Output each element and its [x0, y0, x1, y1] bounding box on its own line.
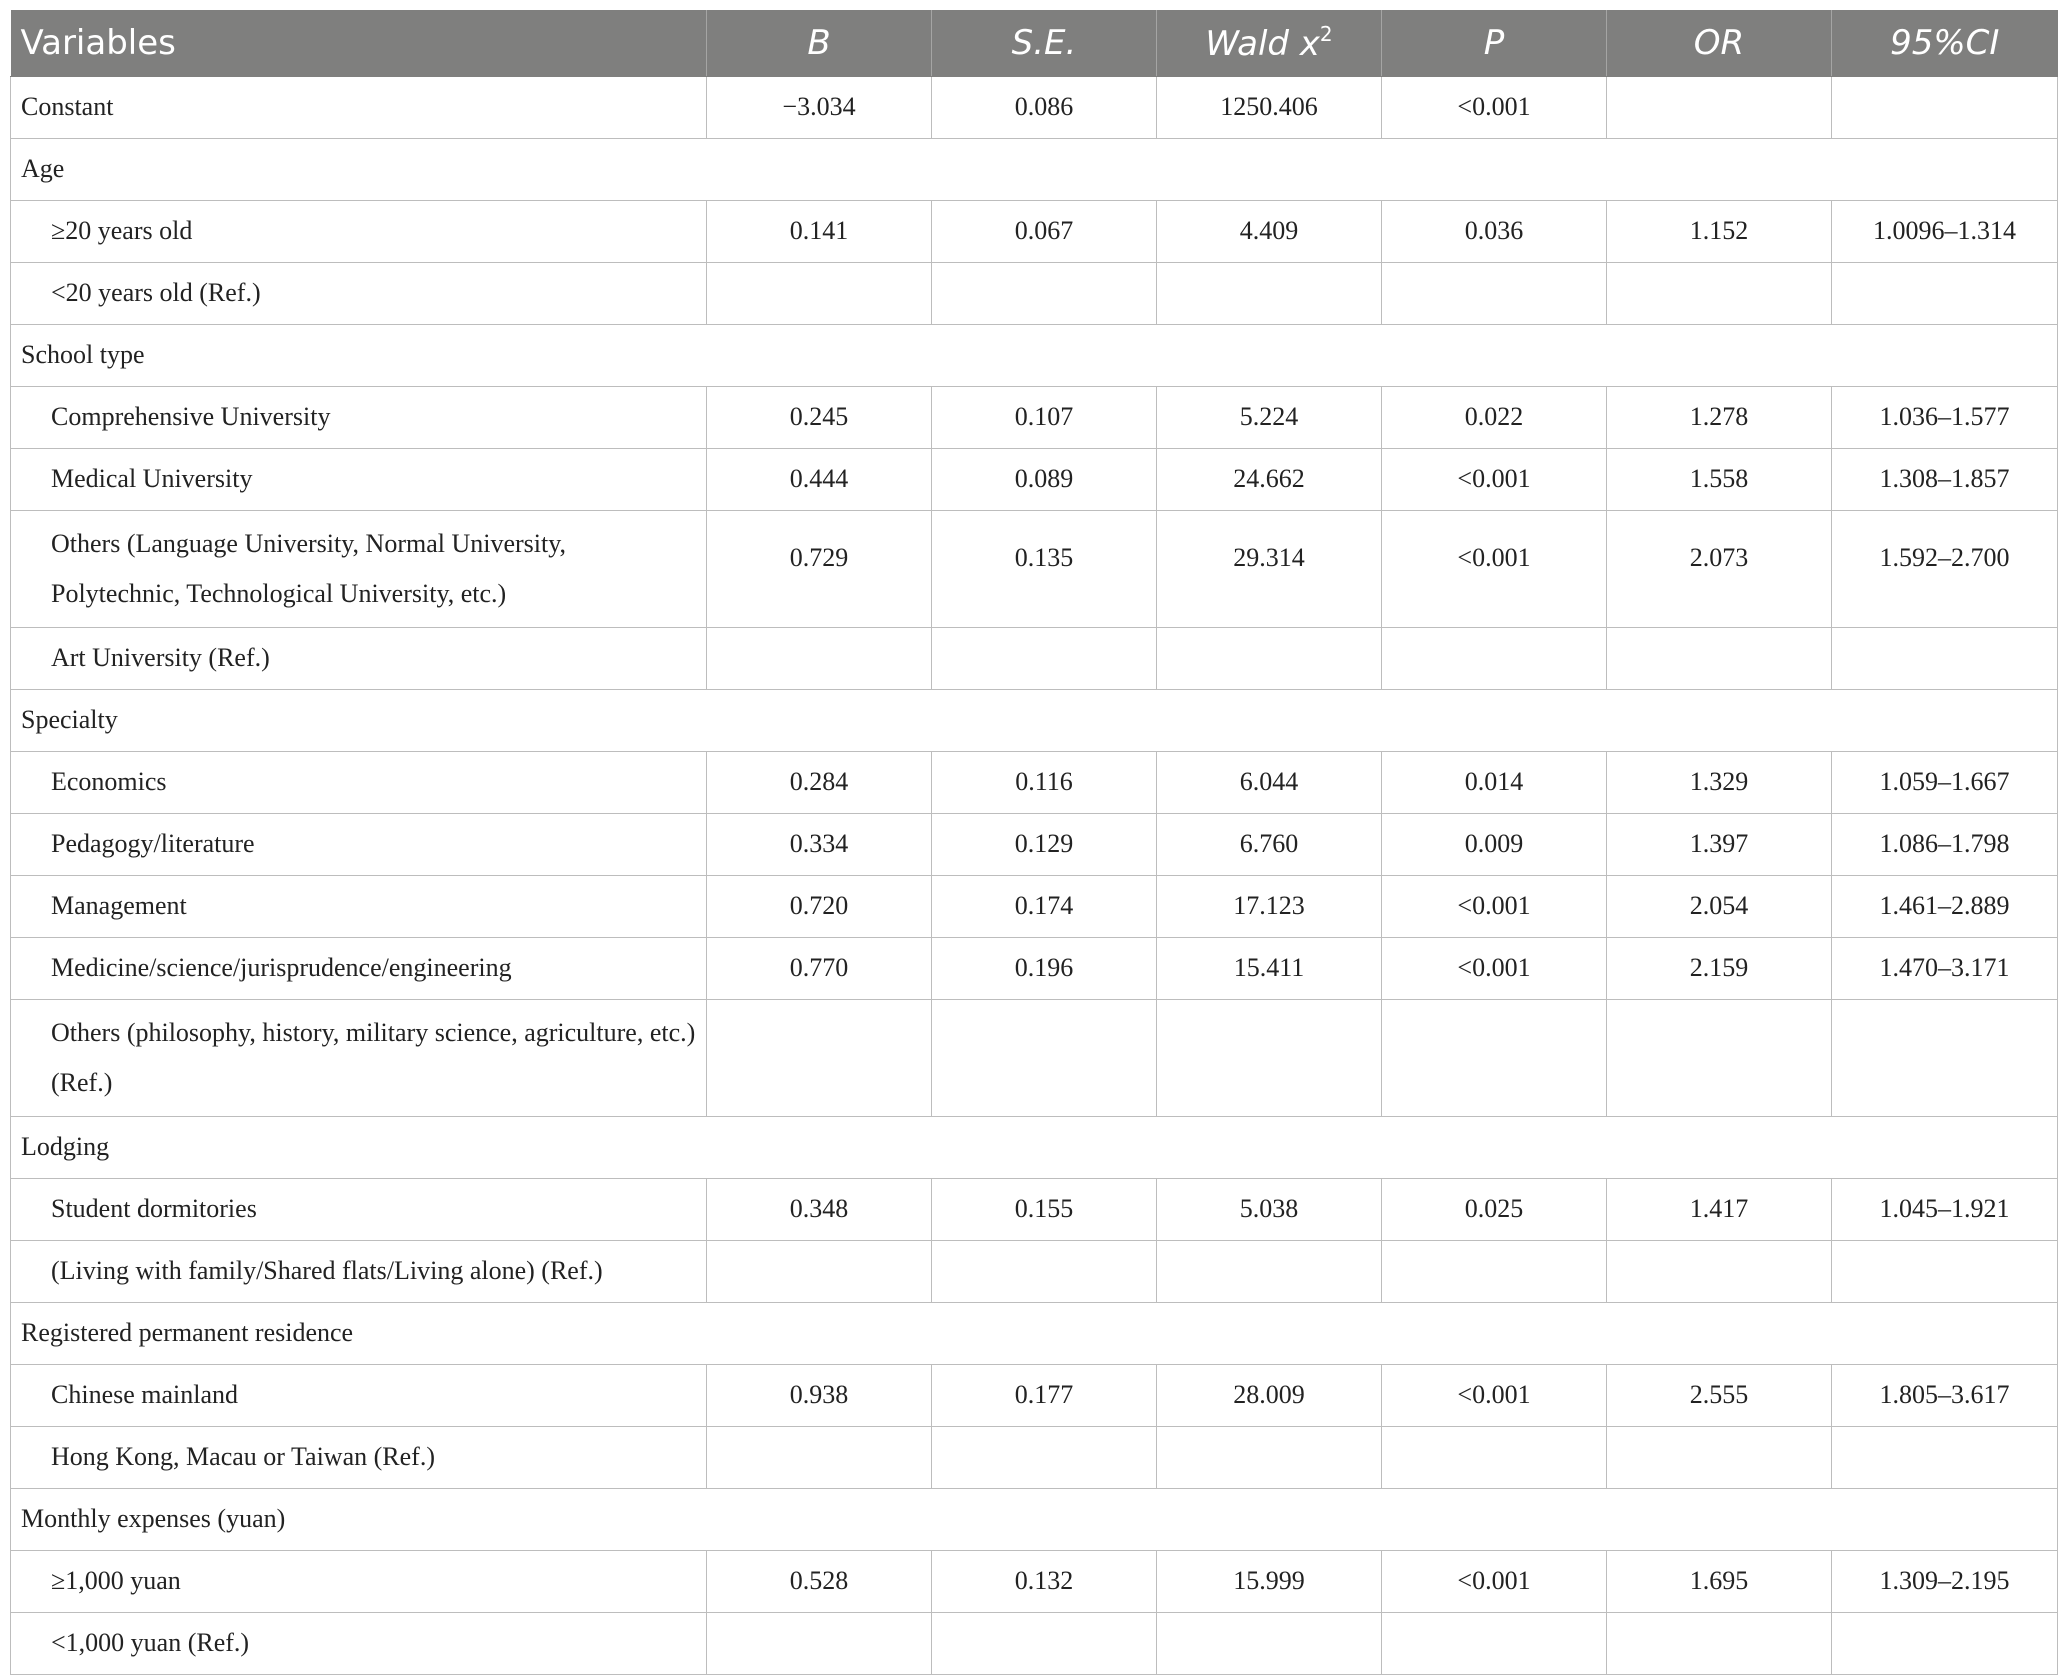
b-cell: 0.444 — [707, 449, 932, 511]
or-cell — [1607, 628, 1832, 690]
or-cell: 1.417 — [1607, 1179, 1832, 1241]
b-cell: 0.528 — [707, 1551, 932, 1613]
variable-cell: Pedagogy/literature — [11, 814, 707, 876]
p-cell: 0.014 — [1382, 752, 1607, 814]
ci-cell — [1832, 1000, 2058, 1117]
b-cell — [707, 1613, 932, 1675]
p-cell: <0.001 — [1382, 449, 1607, 511]
wald-cell — [1157, 1241, 1382, 1303]
table-row — [11, 628, 2058, 690]
wald-cell: 4.409 — [1157, 201, 1382, 263]
ci-cell: 1.309–2.195 — [1832, 1551, 2058, 1613]
p-cell: <0.001 — [1382, 938, 1607, 1000]
table-row — [11, 1551, 2058, 1613]
p-cell: 0.025 — [1382, 1179, 1607, 1241]
variable-cell: Medicine/science/jurisprudence/engineering — [11, 938, 707, 1000]
p-cell: <0.001 — [1382, 511, 1607, 628]
se-cell — [932, 263, 1157, 325]
ci-cell — [1832, 1241, 2058, 1303]
table-row — [11, 876, 2058, 938]
variable-cell: Economics — [11, 752, 707, 814]
or-cell: 1.278 — [1607, 387, 1832, 449]
wald-cell: 5.224 — [1157, 387, 1382, 449]
p-cell: 0.022 — [1382, 387, 1607, 449]
b-cell: −3.034 — [707, 77, 932, 139]
p-cell — [1382, 1241, 1607, 1303]
table-row — [11, 814, 2058, 876]
ci-cell — [1832, 77, 2058, 139]
table-section-row — [11, 325, 2058, 387]
se-cell: 0.067 — [932, 201, 1157, 263]
table-row — [11, 1365, 2058, 1427]
p-cell — [1382, 1613, 1607, 1675]
se-cell: 0.107 — [932, 387, 1157, 449]
variable-cell: Comprehensive University — [11, 387, 707, 449]
se-cell: 0.116 — [932, 752, 1157, 814]
variable-cell: Art University (Ref.) — [11, 628, 707, 690]
or-cell — [1607, 1613, 1832, 1675]
table-section-row — [11, 1303, 2058, 1365]
variable-cell: <1,000 yuan (Ref.) — [11, 1613, 707, 1675]
variable-cell: Student dormitories — [11, 1179, 707, 1241]
header-b: B — [707, 10, 932, 77]
header-or: OR — [1607, 10, 1832, 77]
se-cell — [932, 1000, 1157, 1117]
table-section-row — [11, 1117, 2058, 1179]
b-cell: 0.284 — [707, 752, 932, 814]
variable-cell: Others (Language University, Normal University, Polytechnic, Technological University, etc.) — [11, 511, 707, 628]
or-cell: 2.159 — [1607, 938, 1832, 1000]
p-cell — [1382, 1000, 1607, 1117]
ci-cell: 1.0096–1.314 — [1832, 201, 2058, 263]
regression-table-container — [10, 10, 2057, 1675]
or-cell: 1.397 — [1607, 814, 1832, 876]
or-cell: 1.558 — [1607, 449, 1832, 511]
wald-cell — [1157, 628, 1382, 690]
p-cell — [1382, 628, 1607, 690]
b-cell: 0.938 — [707, 1365, 932, 1427]
b-cell — [707, 1000, 932, 1117]
table-row — [11, 201, 2058, 263]
se-cell — [932, 1427, 1157, 1489]
or-cell: 1.329 — [1607, 752, 1832, 814]
se-cell: 0.135 — [932, 511, 1157, 628]
ci-cell — [1832, 628, 2058, 690]
variable-cell: Hong Kong, Macau or Taiwan (Ref.) — [11, 1427, 707, 1489]
wald-cell: 28.009 — [1157, 1365, 1382, 1427]
b-cell: 0.245 — [707, 387, 932, 449]
table-row — [11, 77, 2058, 139]
section-label: Lodging — [11, 1117, 2058, 1179]
header-ci: 95%CI — [1832, 10, 2058, 77]
variable-cell: Others (philosophy, history, military science, agriculture, etc.) (Ref.) — [11, 1000, 707, 1117]
wald-cell: 29.314 — [1157, 511, 1382, 628]
wald-cell: 24.662 — [1157, 449, 1382, 511]
section-label: Age — [11, 139, 2058, 201]
b-cell: 0.729 — [707, 511, 932, 628]
b-cell — [707, 1241, 932, 1303]
b-cell: 0.348 — [707, 1179, 932, 1241]
ci-cell: 1.045–1.921 — [1832, 1179, 2058, 1241]
or-cell — [1607, 1427, 1832, 1489]
wald-cell — [1157, 1000, 1382, 1117]
se-cell — [932, 1613, 1157, 1675]
b-cell — [707, 628, 932, 690]
b-cell: 0.770 — [707, 938, 932, 1000]
table-row — [11, 1000, 2058, 1117]
p-cell — [1382, 1427, 1607, 1489]
b-cell: 0.141 — [707, 201, 932, 263]
header-variables: Variables — [11, 10, 707, 77]
section-label: Specialty — [11, 690, 2058, 752]
p-cell: <0.001 — [1382, 77, 1607, 139]
or-cell: 2.054 — [1607, 876, 1832, 938]
variable-cell: <20 years old (Ref.) — [11, 263, 707, 325]
or-cell — [1607, 1000, 1832, 1117]
se-cell: 0.089 — [932, 449, 1157, 511]
ci-cell — [1832, 1613, 2058, 1675]
wald-cell: 15.999 — [1157, 1551, 1382, 1613]
ci-cell: 1.470–3.171 — [1832, 938, 2058, 1000]
table-section-row — [11, 139, 2058, 201]
b-cell: 0.334 — [707, 814, 932, 876]
wald-cell: 6.760 — [1157, 814, 1382, 876]
variable-cell: Chinese mainland — [11, 1365, 707, 1427]
wald-cell: 17.123 — [1157, 876, 1382, 938]
variable-cell: (Living with family/Shared flats/Living alone) (Ref.) — [11, 1241, 707, 1303]
section-label: Monthly expenses (yuan) — [11, 1489, 2058, 1551]
p-cell: 0.036 — [1382, 201, 1607, 263]
variable-cell: Constant — [11, 77, 707, 139]
wald-cell: 5.038 — [1157, 1179, 1382, 1241]
ci-cell — [1832, 1427, 2058, 1489]
wald-cell: 1250.406 — [1157, 77, 1382, 139]
ci-cell: 1.592–2.700 — [1832, 511, 2058, 628]
se-cell — [932, 1241, 1157, 1303]
se-cell — [932, 628, 1157, 690]
table-row — [11, 511, 2058, 628]
or-cell: 1.695 — [1607, 1551, 1832, 1613]
or-cell: 2.555 — [1607, 1365, 1832, 1427]
table-row — [11, 1427, 2058, 1489]
table-header-row — [11, 10, 2058, 77]
variable-cell: Management — [11, 876, 707, 938]
table-section-row — [11, 690, 2058, 752]
or-cell — [1607, 263, 1832, 325]
header-se: S.E. — [932, 10, 1157, 77]
table-row — [11, 752, 2058, 814]
ci-cell: 1.059–1.667 — [1832, 752, 2058, 814]
or-cell — [1607, 1241, 1832, 1303]
table-section-row — [11, 1489, 2058, 1551]
p-cell: <0.001 — [1382, 1365, 1607, 1427]
wald-cell: 15.411 — [1157, 938, 1382, 1000]
se-cell: 0.129 — [932, 814, 1157, 876]
section-label: Registered permanent residence — [11, 1303, 2058, 1365]
se-cell: 0.086 — [932, 77, 1157, 139]
ci-cell: 1.036–1.577 — [1832, 387, 2058, 449]
table-row — [11, 387, 2058, 449]
se-cell: 0.174 — [932, 876, 1157, 938]
or-cell: 2.073 — [1607, 511, 1832, 628]
b-cell — [707, 263, 932, 325]
ci-cell: 1.461–2.889 — [1832, 876, 2058, 938]
wald-cell — [1157, 1613, 1382, 1675]
ci-cell — [1832, 263, 2058, 325]
table-row — [11, 1241, 2058, 1303]
ci-cell: 1.805–3.617 — [1832, 1365, 2058, 1427]
or-cell: 1.152 — [1607, 201, 1832, 263]
table-body — [11, 77, 2058, 1675]
table-row — [11, 1613, 2058, 1675]
ci-cell: 1.308–1.857 — [1832, 449, 2058, 511]
p-cell: <0.001 — [1382, 876, 1607, 938]
header-wald: Wald $x^2$ — [1157, 10, 1382, 77]
b-cell — [707, 1427, 932, 1489]
wald-cell — [1157, 1427, 1382, 1489]
se-cell: 0.196 — [932, 938, 1157, 1000]
variable-cell: Medical University — [11, 449, 707, 511]
p-cell: 0.009 — [1382, 814, 1607, 876]
wald-cell: 6.044 — [1157, 752, 1382, 814]
section-label: School type — [11, 325, 2058, 387]
logistic-regression-table — [10, 10, 2058, 1675]
ci-cell: 1.086–1.798 — [1832, 814, 2058, 876]
variable-cell: ≥20 years old — [11, 201, 707, 263]
table-row — [11, 1179, 2058, 1241]
table-row — [11, 263, 2058, 325]
wald-cell — [1157, 263, 1382, 325]
variable-cell: ≥1,000 yuan — [11, 1551, 707, 1613]
se-cell: 0.155 — [932, 1179, 1157, 1241]
or-cell — [1607, 77, 1832, 139]
table-row — [11, 449, 2058, 511]
header-p: P — [1382, 10, 1607, 77]
se-cell: 0.132 — [932, 1551, 1157, 1613]
se-cell: 0.177 — [932, 1365, 1157, 1427]
p-cell: <0.001 — [1382, 1551, 1607, 1613]
p-cell — [1382, 263, 1607, 325]
b-cell: 0.720 — [707, 876, 932, 938]
table-row — [11, 938, 2058, 1000]
